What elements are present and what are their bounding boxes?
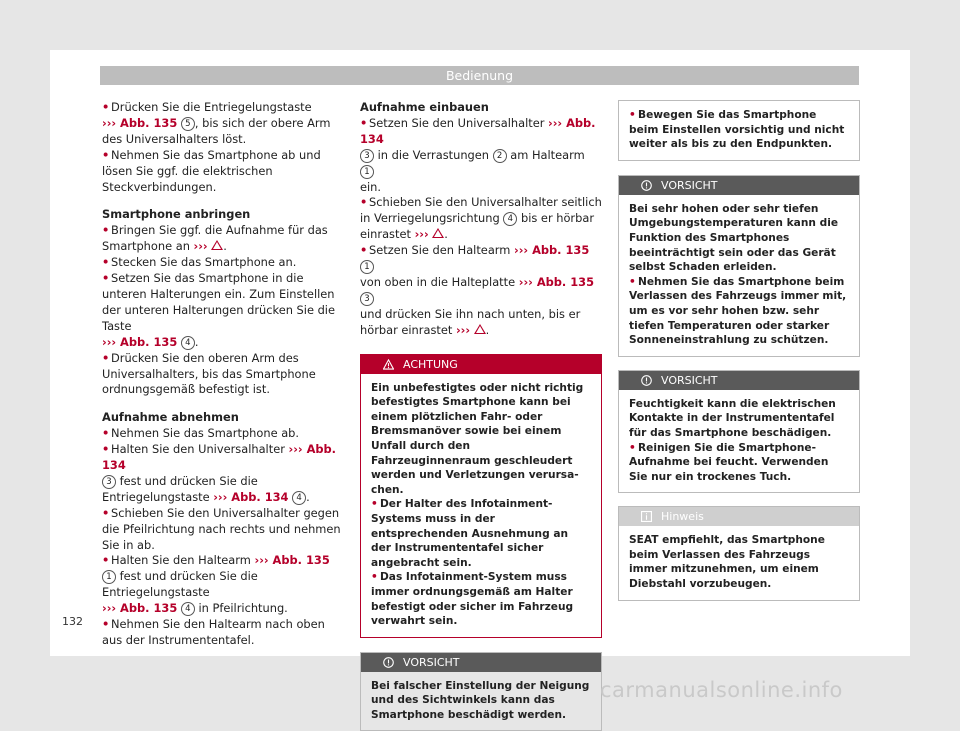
vorsicht-title: VORSICHT: [661, 178, 718, 192]
hinweis-body: SEAT empfiehlt, das Smartphone beim Verlassen des Fahrzeugs immer mitzunehmen, um einem Diebstahl vorzubeugen.: [629, 534, 825, 591]
callout-number: 3: [360, 292, 374, 306]
achtung-body: Ein unbefestigtes oder nicht richtig befestigtes Smartphone kann bei einem plötzlichen Fahr- oder Bremsmanöver sowie bei einem Unfall durch den Fahrzeuginnenraum geschleudert werden und Verletzungen verursachen. • Der Halter des Infotainment-Systems muss in der entsprechenden Ausnehmung an der Instrumententafel sicher angebracht sein. • Das Infotainment-System muss immer ordnungsgemäß am Halter befestigt oder sicher im Fahrzeug verwahrt sein.: [361, 374, 601, 637]
figure-link[interactable]: ››› Abb. 135: [514, 243, 590, 258]
see-link[interactable]: ›››: [414, 227, 429, 242]
vorsicht-box: [618, 370, 860, 494]
achtung-box: [360, 354, 602, 638]
column-left: [102, 100, 342, 649]
callout-number: 1: [102, 570, 116, 584]
warning-triangle-icon: [211, 240, 223, 250]
list-item: • Setzen Sie den Universalhalter ››› Abb. 134 3 in die Verrastungen 2 am Haltearm 1 ein.: [360, 115, 596, 194]
warning-triangle-icon: [383, 359, 394, 370]
caution-circle-icon: [641, 180, 652, 191]
vorsicht-body: Bei falscher Einstellung der Neigung und des Sichtwinkels kann das Smartphone beschädigt werden.: [371, 679, 590, 721]
figure-link[interactable]: ››› Abb. 135: [102, 334, 178, 349]
list-item: • Nehmen Sie das Smartphone ab.: [102, 426, 300, 441]
callout-number: 2: [493, 149, 507, 163]
callout-number: 4: [181, 336, 195, 350]
callout-number: 1: [360, 165, 374, 179]
list-item: • Setzen Sie den Haltearm ››› Abb. 135 1 von oben in die Halteplatte ››› Abb. 135 3 und drücken Sie ihn nach unten, bis er hörbar einrastet ››› .: [360, 243, 595, 337]
vorsicht-title: VORSICHT: [661, 373, 718, 387]
figure-link[interactable]: ››› Abb. 135: [518, 274, 595, 289]
page-header: Bedienung: [100, 66, 859, 85]
page-number: 132: [62, 615, 83, 628]
vorsicht-body: Feuchtigkeit kann die elektrischen Kontakte in der Instrumententafel für das Smartphone beschädigen. • Reinigen Sie die Smartphone-Aufnahme bei feucht. Verwenden Sie nur ein trockenes Tuch.: [619, 390, 859, 493]
vorsicht-box: [618, 175, 860, 357]
achtung-header: [361, 355, 601, 374]
list-item: • Stecken Sie das Smartphone an.: [102, 255, 297, 270]
list-item: • Nehmen Sie das Smartphone beim Verlassen des Fahrzeugs immer mit, um es vor sehr hohen bzw. sehr tiefen Temperaturen oder starker Sonneneinstrahlung zu schützen.: [629, 275, 847, 347]
list-item: • Halten Sie den Haltearm ››› Abb. 135 1 fest und drücken Sie die Entriegelungstaste ››› Abb. 135 4 in Pfeilrichtung.: [102, 553, 330, 616]
vorsicht-header: [619, 371, 859, 390]
callout-number: 4: [503, 212, 517, 226]
figure-link[interactable]: ››› Abb. 134: [213, 489, 289, 504]
caution-circle-icon: [383, 657, 394, 668]
vorsicht-title: VORSICHT: [403, 655, 460, 669]
callout-number: 3: [102, 475, 116, 489]
list-item: • Schieben Sie den Universalhalter gegen die Pfeilrichtung nach rechts und nehmen Sie in ab.: [102, 505, 341, 552]
callout-number: 3: [360, 149, 374, 163]
callout-number: 5: [181, 117, 195, 131]
section-heading: Aufnahme einbauen: [360, 100, 489, 114]
column-right: [618, 100, 860, 601]
list-item: • Setzen Sie das Smartphone in die unteren Halterungen ein. Zum Einstellen der unteren Halterungen drücken Sie die Taste ››› Abb. 135 4 .: [102, 271, 335, 349]
info-icon: [641, 511, 652, 522]
warning-triangle-icon: [432, 228, 444, 238]
list-item: • Bringen Sie ggf. die Aufnahme für das Smartphone an ››› .: [102, 223, 328, 254]
see-link[interactable]: ›››: [193, 239, 208, 254]
warning-triangle-icon: [474, 324, 486, 334]
figure-link[interactable]: ››› Abb. 134: [360, 115, 596, 146]
callout-number: 1: [360, 260, 374, 274]
vorsicht-box: [360, 652, 602, 731]
list-item: • Drücken Sie die Entriegelungstaste ››› Abb. 135 5 , bis sich der obere Arm des Universalhalters löst.: [102, 100, 331, 146]
vorsicht-body: Bei sehr hohen oder sehr tiefen Umgebungstemperaturen kann die Funktion des Smartphones beeinträchtigt sein oder das Gerät selbst Schaden erleiden. • Nehmen Sie das Smartphone beim Verlassen des Fahrzeugs immer mit, um es vor sehr hohen bzw. sehr tiefen Temperaturen oder starker Sonneneinstrahlung zu schützen.: [619, 195, 859, 356]
list-item: • Reinigen Sie die Smartphone-Aufnahme bei feucht. Verwenden Sie nur ein trockenes Tuch.: [629, 441, 829, 483]
list-item: • Das Infotainment-System muss immer ordnungsgemäß am Halter befestigt oder sicher im Fahrzeug verwahrt sein.: [371, 571, 574, 628]
callout-number: 4: [181, 602, 195, 616]
figure-link[interactable]: ››› Abb. 135: [102, 115, 178, 130]
list-item: • Nehmen Sie das Smartphone ab und lösen Sie ggf. die elektrischen Steckverbindungen.: [102, 147, 321, 194]
list-item: • Drücken Sie den oberen Arm des Universalhalters, bis das Smartphone ordnungsgemäß befestigt ist.: [102, 350, 316, 397]
callout-number: 4: [292, 491, 306, 505]
continued-box: [618, 100, 860, 161]
vorsicht-header: [619, 176, 859, 195]
achtung-title: ACHTUNG: [403, 357, 458, 371]
hinweis-box: [618, 506, 860, 600]
figure-link[interactable]: ››› Abb. 135: [254, 553, 330, 568]
watermark: carmanualsonline.info: [600, 678, 843, 702]
figure-link[interactable]: ››› Abb. 134: [102, 442, 337, 473]
section-heading: Aufnahme abnehmen: [102, 410, 239, 425]
vorsicht-header: [361, 653, 601, 672]
list-item: • Der Halter des Infotainment-Systems muss in der entsprechenden Ausnehmung an der Instrumententafel sicher angebracht sein.: [371, 498, 569, 569]
see-link[interactable]: ›››: [455, 322, 471, 337]
list-item: • Halten Sie den Universalhalter ››› Abb. 134 3 fest und drücken Sie die Entriegelungstaste ››› Abb. 134 4 .: [102, 442, 337, 504]
caution-circle-icon: [641, 375, 652, 386]
list-item: • Schieben Sie den Universalhalter seitlich in Verriegelungsrichtung 4 bis er hörbar einrastet ››› .: [360, 195, 602, 242]
list-item: • Bewegen Sie das Smartphone beim Einstellen vorsichtig und nicht weiter als bis zu den Endpunkten.: [629, 109, 845, 151]
section-heading: Smartphone anbringen: [102, 207, 251, 222]
figure-link[interactable]: ››› Abb. 135: [102, 601, 178, 616]
hinweis-header: [619, 507, 859, 526]
hinweis-title: Hinweis: [661, 510, 704, 524]
list-item: • Nehmen Sie den Haltearm nach oben aus der Instrumententafel.: [102, 617, 325, 647]
column-middle: [360, 100, 602, 731]
